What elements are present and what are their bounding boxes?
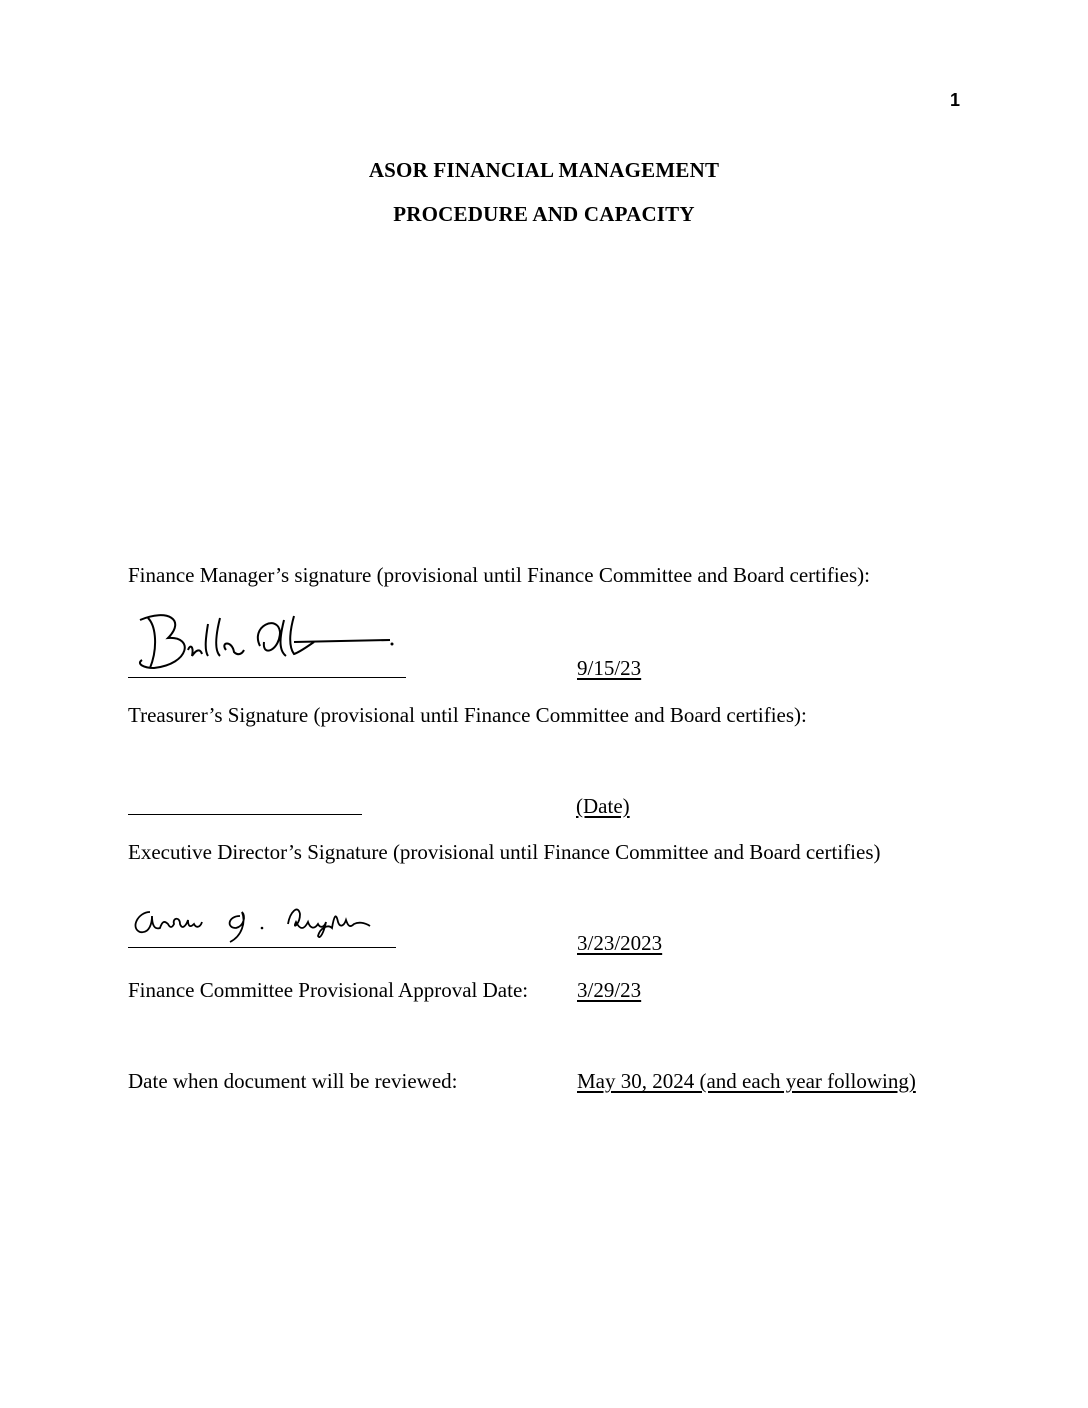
page-number: 1 [950, 90, 961, 110]
document-title: ASOR FINANCIAL MANAGEMENT [368, 158, 720, 182]
executive-director-signature-label: Executive Director’s Signature (provisional until Finance Committee and Board certifies) [128, 840, 881, 864]
finance-manager-date: 9/15/23 [577, 656, 642, 680]
review-date: May 30, 2024 (and each year following) [577, 1069, 916, 1093]
executive-director-signature-line [128, 947, 396, 948]
treasurer-signature-label: Treasurer’s Signature (provisional until Finance Committee and Board certifies): [128, 703, 807, 727]
document-subtitle: PROCEDURE AND CAPACITY [393, 202, 695, 226]
treasurer-date: (Date) [576, 794, 630, 818]
finance-manager-signature-label: Finance Manager’s signature (provisional until Finance Committee and Board certifies): [128, 563, 870, 587]
finance-manager-signature-line [128, 677, 406, 678]
finance-committee-approval-label: Finance Committee Provisional Approval Date: [128, 978, 529, 1002]
review-date-label: Date when document will be reviewed: [128, 1069, 458, 1093]
finance-committee-approval-date: 3/29/23 [577, 978, 642, 1002]
finance-manager-signature-icon [128, 606, 400, 676]
executive-director-date: 3/23/2023 [577, 931, 663, 955]
executive-director-signature-icon [128, 894, 398, 944]
treasurer-signature-line [128, 814, 362, 815]
